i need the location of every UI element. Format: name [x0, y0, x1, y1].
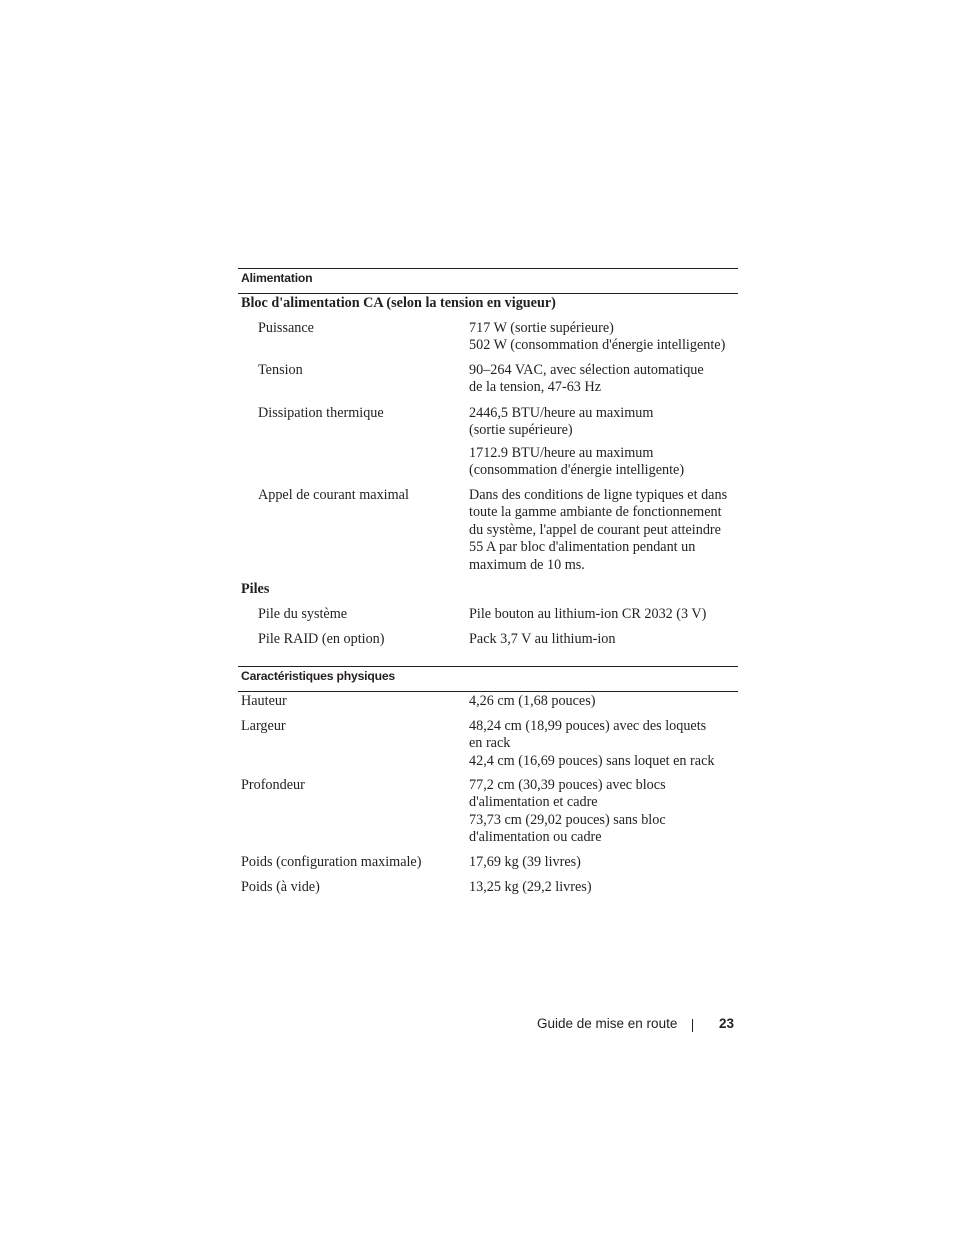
spec-value: 2446,5 BTU/heure au maximum (sortie supérieure) — [469, 405, 654, 439]
spec-value: 17,69 kg (39 livres) — [469, 854, 581, 870]
spec-label: Dissipation thermique — [258, 405, 384, 421]
section-top-rule — [238, 268, 738, 269]
spec-value: 48,24 cm (18,99 pouces) avec des loquets en rack 42,4 cm (16,69 pouces) sans loquet en rack — [469, 718, 715, 769]
spec-label: Pile RAID (en option) — [258, 631, 385, 647]
group-title-ac-psu: Bloc d'alimentation CA (selon la tension en vigueur) — [241, 295, 556, 311]
spec-label: Tension — [258, 362, 303, 378]
section-header-rule — [238, 691, 738, 692]
spec-label: Appel de courant maximal — [258, 487, 409, 503]
spec-label: Puissance — [258, 320, 314, 336]
spec-value: 13,25 kg (29,2 livres) — [469, 879, 592, 895]
footer-separator — [692, 1019, 693, 1032]
spec-label: Poids (configuration maximale) — [241, 854, 422, 870]
spec-value: 77,2 cm (30,39 pouces) avec blocs d'alimentation et cadre 73,73 cm (29,02 pouces) sans bloc d'alimentation ou cadre — [469, 777, 666, 846]
section-header-rule — [238, 293, 738, 294]
spec-value: 4,26 cm (1,68 pouces) — [469, 693, 596, 709]
spec-value: Pack 3,7 V au lithium-ion — [469, 631, 616, 647]
spec-label: Pile du système — [258, 606, 348, 622]
spec-value: 717 W (sortie supérieure) 502 W (consommation d'énergie intelligente) — [469, 320, 726, 354]
section-top-rule — [238, 666, 738, 667]
spec-label: Profondeur — [241, 777, 305, 793]
spec-value: 1712.9 BTU/heure au maximum (consommation d'énergie intelligente) — [469, 445, 685, 479]
spec-label: Hauteur — [241, 693, 287, 709]
spec-value: Dans des conditions de ligne typiques et dans toute la gamme ambiante de fonctionnement du système, l'appel de courant peut atteindre 55 A par bloc d'alimentation pendant un maximum de 10 ms. — [469, 487, 728, 573]
spec-label: Poids (à vide) — [241, 879, 320, 895]
page-number: 23 — [719, 1016, 735, 1031]
spec-value: 90–264 VAC, avec sélection automatique de la tension, 47-63 Hz — [469, 362, 704, 396]
spec-value: Pile bouton au lithium-ion CR 2032 (3 V) — [469, 606, 707, 622]
group-title-batteries: Piles — [241, 581, 270, 597]
footer-document-title: Guide de mise en route — [537, 1016, 678, 1031]
section-title-power: Alimentation — [241, 271, 313, 285]
section-title-physical: Caractéristiques physiques — [241, 669, 395, 683]
spec-label: Largeur — [241, 718, 286, 734]
